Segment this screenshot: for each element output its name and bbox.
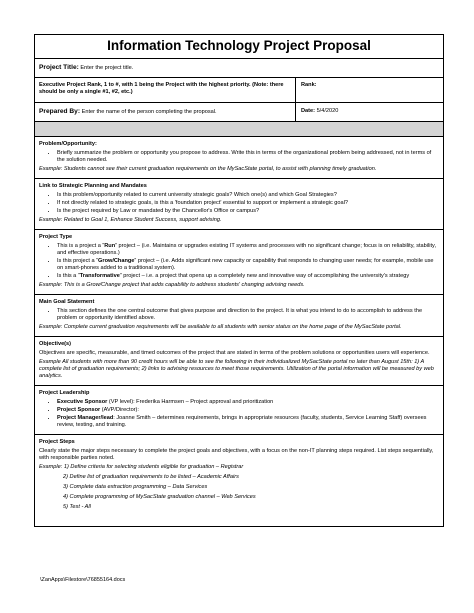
strategic-link-bullet: • Is this problem/opportunity related to current university strategic goals? Which one(s) and which Goal Strategies?	[57, 192, 439, 199]
gray-separator-bar	[35, 121, 443, 136]
objectives-title: Objective(s)	[39, 341, 72, 347]
problem-section	[35, 136, 443, 178]
proposal-form	[34, 59, 444, 527]
leadership-section	[35, 385, 443, 434]
strategic-link-bullet: • Is the project required by Law or mandated by the Chancellor's Office or campus?	[57, 208, 439, 215]
objectives-text: Objectives are specific, measurable, and timed outcomes of the project that are stated in terms of the problem solutions or opportunities users will experience.	[39, 350, 430, 356]
project-step-item: 2) Define list of graduation requirements to be listed – Academic Affairs	[63, 474, 239, 480]
rank-instructions: Executive Project Rank, 1 to #, with 1 being the Project with the highest priority. (Note: there should be only a single #1, #2, etc.)	[35, 78, 296, 102]
project-steps-section	[35, 434, 443, 526]
objectives-section	[35, 336, 443, 385]
main-goal-example: Example: Complete current graduation requirements will be available to all students with senior status on the home page of the MySacState portal.	[39, 324, 402, 330]
main-goal-bullet: • This section defines the one central outcome that gives purpose and direction to the project. It is what you intend to do to accomplish to address the problem or opportunity identified above.	[57, 308, 439, 322]
date-label: Date:	[301, 108, 315, 114]
prepared-by-label: Prepared By:	[39, 108, 81, 115]
rank-label: Rank:	[301, 82, 317, 88]
project-steps-example: Example: 1) Define criteria for selecting students eligible for graduation – Registrar	[39, 464, 244, 470]
project-step-item: 5) Test - All	[63, 504, 91, 510]
document-title: Information Technology Project Proposal	[34, 34, 444, 59]
project-title-label: Project Title:	[39, 64, 79, 71]
project-title-row	[35, 59, 443, 77]
project-manager-item: • Project Manager/lead: Joanne Smith – determines requirements, brings in appropriate resources (faculty, students, Service Learning Staff) oversees review, testing, and training.	[57, 415, 439, 429]
project-step-item: 4) Complete programming of MySacState graduation channel – Web Services	[63, 494, 256, 500]
project-type-transformative: • Is this a “Transformative” project – i.e. a project that opens up a completely new and innovative way of accomplishing the university's strategy	[57, 273, 439, 280]
problem-example: Example: Students cannot see their current graduation requirements on the MySacState portal, to assist with planning timely graduation.	[39, 166, 377, 172]
objectives-example: Example All students with more than 90 credit hours will be able to see the following in their individualized MySacState portal no later than August 15th: 1) A complete list of graduation requirements; 2) links to advising resources to meet those requirements. Utilization of the portal information will be measured by web analytics.	[39, 359, 434, 379]
project-type-run: • This is a project a “Run” project – (i.e. Maintains or upgrades existing IT systems and processes with no significant change; focus is on reliability, stability, and effective operations.)	[57, 243, 439, 257]
problem-title: Problem/Opportunity:	[39, 141, 97, 147]
project-type-title: Project Type	[39, 234, 73, 240]
rank-row	[35, 77, 443, 102]
problem-bullet: • Briefly summarize the problem or opportunity you propose to address. Write this in terms of the organizational problem being addressed, not in terms of the solution needed.	[57, 150, 439, 164]
project-title-value: Enter the project title.	[80, 65, 134, 71]
main-goal-section	[35, 294, 443, 336]
document-page	[34, 34, 444, 527]
strategic-link-bullet: • If not directly related to strategic goals, is this a 'foundation project' essential to support or implement a strategic goal?	[57, 200, 439, 207]
project-steps-title: Project Steps	[39, 439, 75, 445]
file-path-footer: \ZanApps\Filestore\76855164.docs	[40, 577, 126, 583]
main-goal-title: Main Goal Statement	[39, 299, 95, 305]
prepared-by-value: Enter the name of the person completing the proposal.	[81, 109, 217, 115]
project-step-item: 3) Complete data extraction programming – Data Services	[63, 484, 208, 490]
date-value: 5/4/2020	[316, 108, 339, 114]
project-type-grow: • Is this project a “Grow/Change” project – (i.e. Adds significant new capacity or capability that responds to changing user needs; for example, mobile use on smart-phones added to a traditional system).	[57, 258, 439, 272]
prepared-row	[35, 102, 443, 121]
project-sponsor-item: • Project Sponsor (AVP/Director):	[57, 407, 439, 414]
strategic-link-example: Example: Related to Goal 1, Enhance Student Success, support advising.	[39, 217, 222, 223]
project-type-example: Example: This is a Grow/Change project that adds capability to address students' changing advising needs.	[39, 282, 305, 288]
strategic-link-section	[35, 178, 443, 229]
leadership-title: Project Leadership	[39, 390, 90, 396]
executive-sponsor-item: • Executive Sponsor (VP level): Frederika Harmsen – Project approval and prioritization	[57, 399, 439, 406]
project-type-section	[35, 229, 443, 294]
project-steps-text: Clearly state the major steps necessary to complete the project goals and objectives, with a focus on the non-IT planning steps required. List steps sequentially, with responsible parties noted.	[39, 448, 434, 461]
strategic-link-title: Link to Strategic Planning and Mandates	[39, 183, 147, 189]
